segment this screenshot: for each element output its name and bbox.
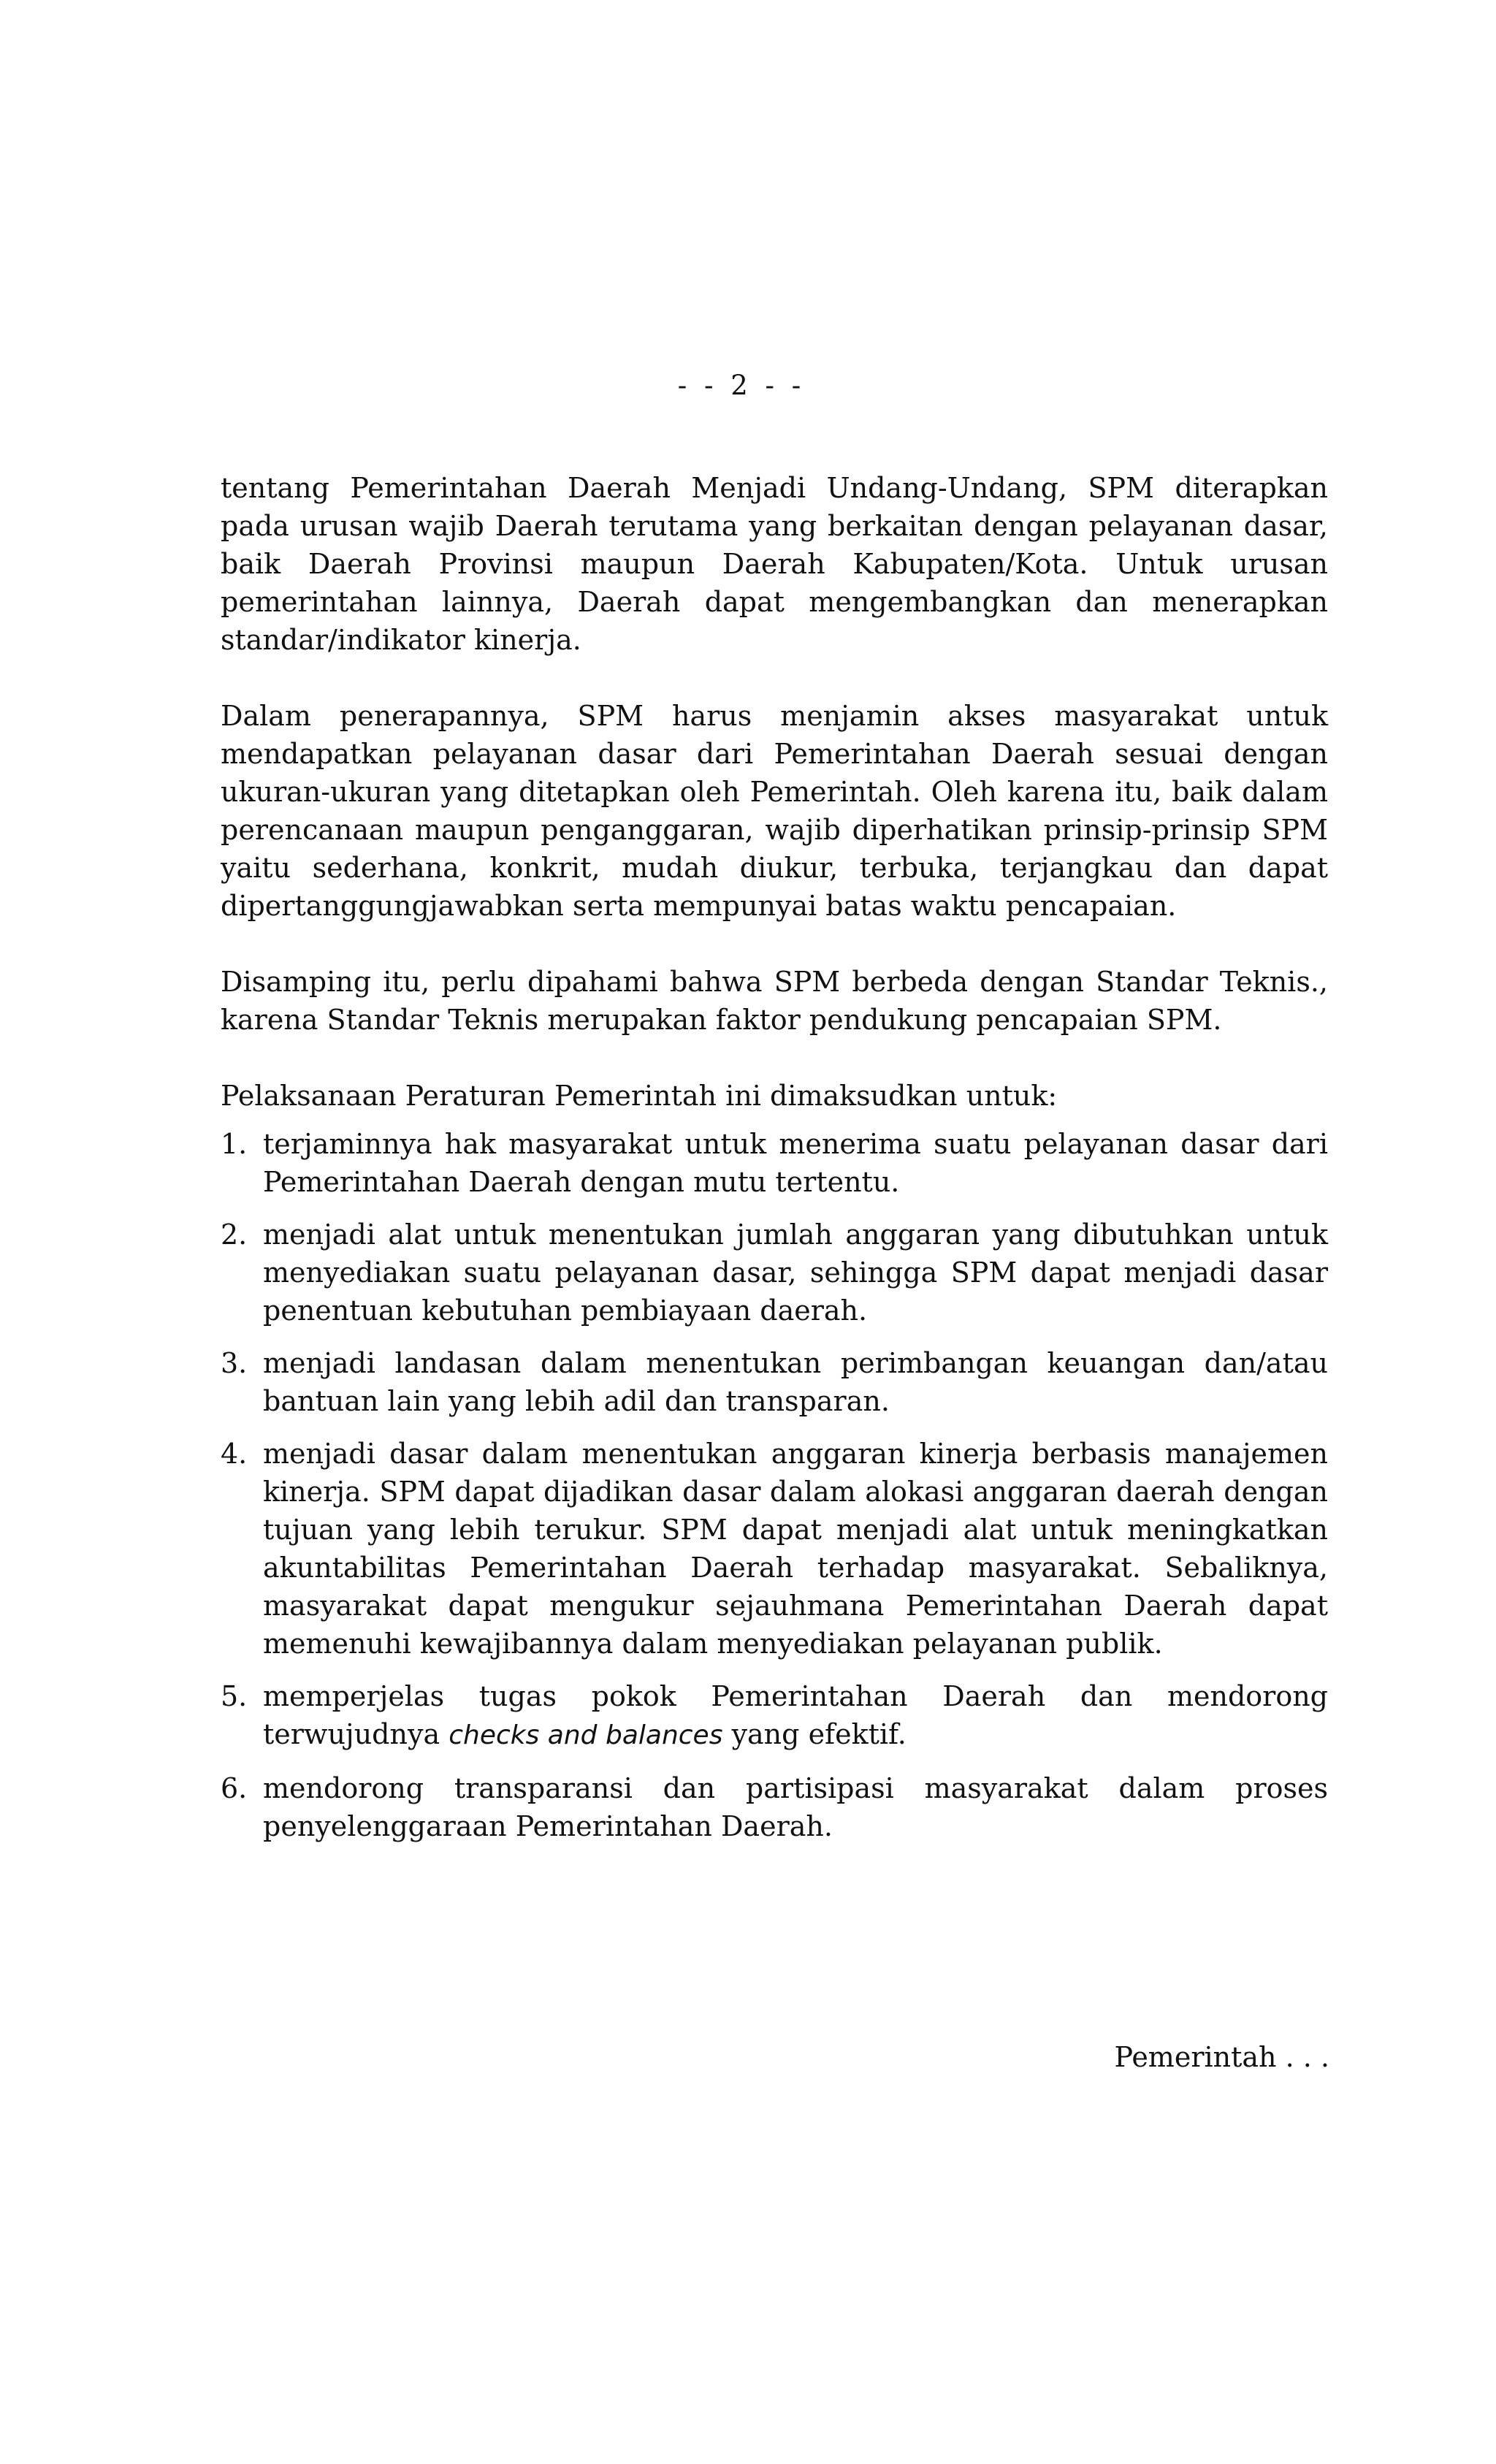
list-item-number: 3. [221, 1347, 248, 1379]
list-item-text: menjadi dasar dalam menentukan anggaran kinerja berbasis manajemen kinerja. SPM dapat dijadikan dasar dalam alokasi anggaran daerah dengan tujuan yang lebih terukur. SPM dapat menjadi alat untuk meningkatkan akuntabilitas Pemerintahan Daerah terhadap masyarakat. Sebaliknya, masyarakat dapat mengukur sejauhmana Pemerintahan Daerah dapat memenuhi kewajibannya dalam menyediakan pelayanan publik. [263, 1438, 1328, 1660]
continuation-text: Pemerintah . . . [1114, 2041, 1329, 2073]
italic-term: checks and balances [449, 1720, 723, 1750]
list-item [221, 1216, 1328, 1330]
paragraph-1: tentang Pemerintahan Daerah Menjadi Undang-Undang, SPM diterapkan pada urusan wajib Daerah terutama yang berkaitan dengan pelayanan dasar, baik Daerah Provinsi maupun Daerah Kabupaten/Kota. Untuk urusan pemerintahan lainnya, Daerah dapat mengembangkan dan menerapkan standar/indikator kinerja. [221, 472, 1328, 656]
list-item [221, 1769, 1328, 1845]
list-item-text [263, 1677, 1328, 1755]
list-item-text-before: memperjelas tugas pokok Pemerintahan Daerah dan mendorong terwujudnya [263, 1680, 1328, 1750]
page-number: - - 2 - - [677, 370, 806, 401]
list-item-text: menjadi alat untuk menentukan jumlah anggaran yang dibutuhkan untuk menyediakan suatu pelayanan dasar, sehingga SPM dapat menjadi dasar penentuan kebutuhan pembiayaan daerah. [263, 1218, 1328, 1327]
list-intro: Pelaksanaan Peraturan Pemerintah ini dimaksudkan untuk: [221, 1080, 1058, 1112]
list-item-text: menjadi landasan dalam menentukan perimbangan keuangan dan/atau bantuan lain yang lebih adil dan transparan. [263, 1347, 1328, 1417]
list-item [221, 1435, 1328, 1663]
paragraph-3: Disamping itu, perlu dipahami bahwa SPM berbeda dengan Standar Teknis., karena Standar Teknis merupakan faktor pendukung pencapaian SPM. [221, 966, 1328, 1036]
list-item [221, 1344, 1328, 1420]
list-item-number: 6. [221, 1772, 248, 1804]
list-item-text: terjaminnya hak masyarakat untuk menerima suatu pelayanan dasar dari Pemerintahan Daerah dengan mutu tertentu. [263, 1128, 1328, 1198]
list-item-number: 1. [221, 1128, 248, 1160]
document-body [221, 469, 1328, 1860]
list-item [221, 1677, 1328, 1755]
list-item-text-after: yang efektif. [731, 1718, 907, 1750]
list-item [221, 1125, 1328, 1201]
paragraph-2: Dalam penerapannya, SPM harus menjamin akses masyarakat untuk mendapatkan pelayanan dasar dari Pemerintahan Daerah sesuai dengan ukuran-ukuran yang ditetapkan oleh Pemerintah. Oleh karena itu, baik dalam perencanaan maupun penganggaran, wajib diperhatikan prinsip-prinsip SPM yaitu sederhana, konkrit, mudah diukur, terbuka, terjangkau dan dapat dipertanggungjawabkan serta mempunyai batas waktu pencapaian. [221, 700, 1328, 922]
continuation-footer [221, 2038, 1329, 2076]
purpose-list [221, 1125, 1328, 1845]
list-item-text: mendorong transparansi dan partisipasi masyarakat dalam proses penyelenggaraan Pemerintahan Daerah. [263, 1772, 1328, 1842]
list-item-number: 2. [221, 1218, 248, 1251]
list-item-number: 4. [221, 1438, 248, 1470]
list-item-number: 5. [221, 1680, 248, 1712]
